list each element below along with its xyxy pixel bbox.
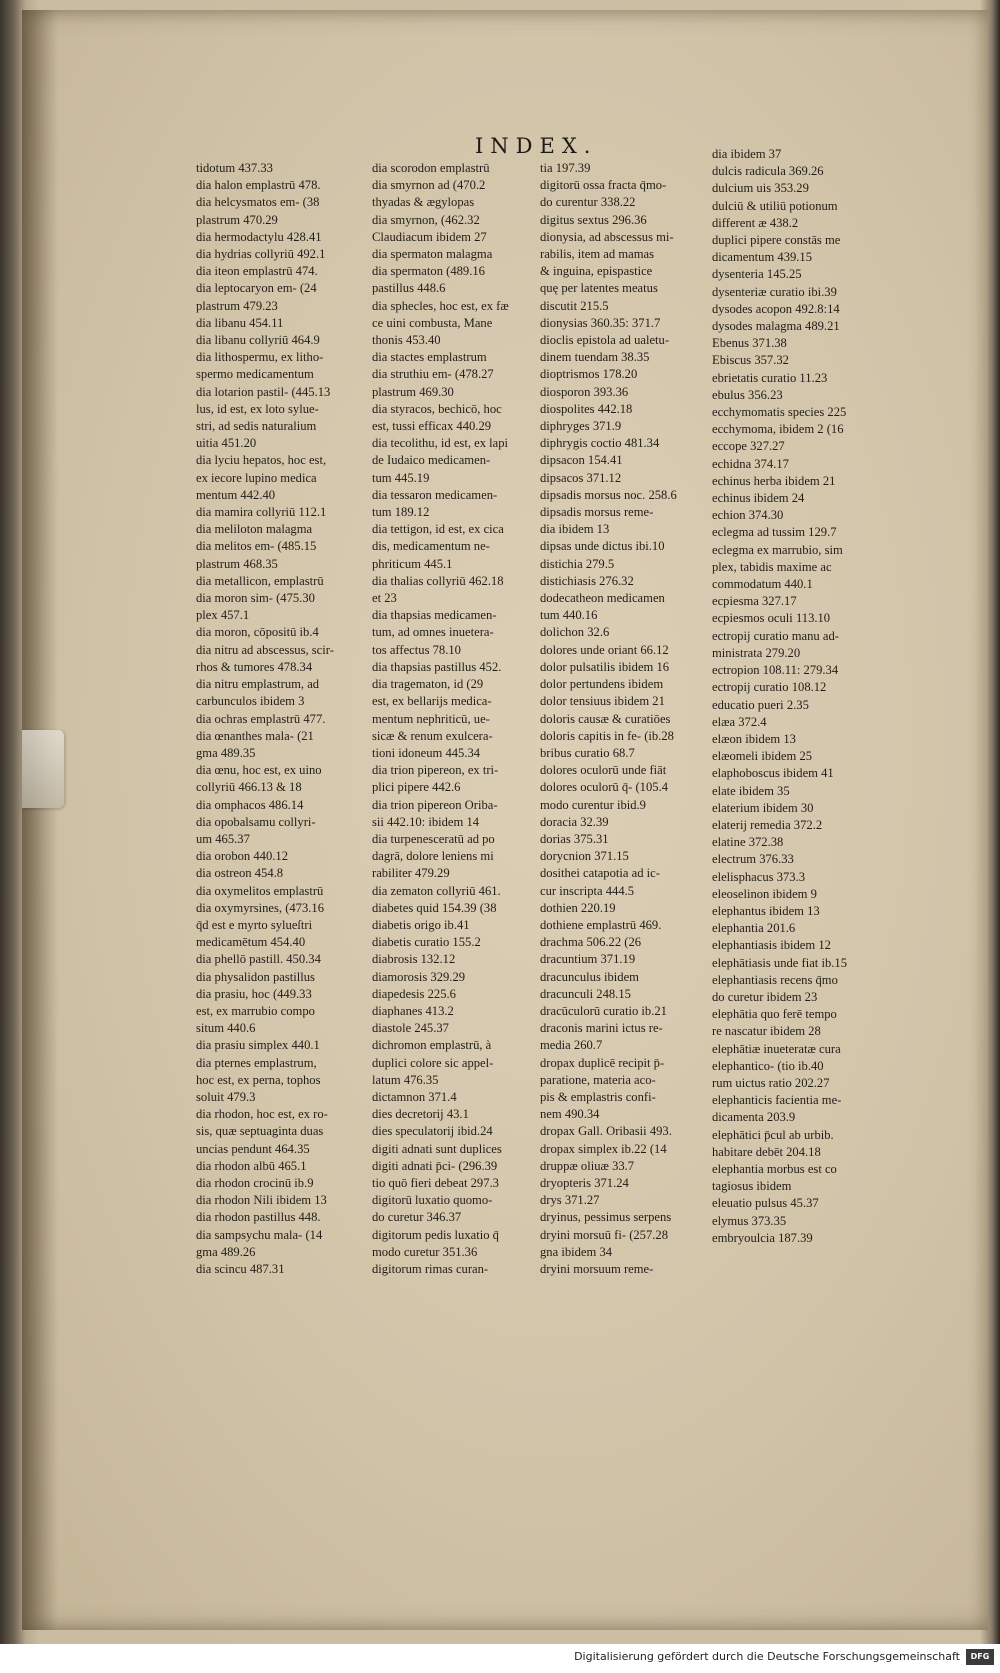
index-entry: dolor tensiuus ibidem 21	[540, 694, 665, 709]
index-entry: de Iudaico medicamen-	[372, 453, 491, 468]
index-entry: diastole 245.37	[372, 1021, 449, 1036]
index-entry: dia pternes emplastrum,	[196, 1055, 317, 1070]
index-entry: dictamnon 371.4	[372, 1089, 457, 1104]
page-title: INDEX.	[475, 134, 598, 158]
index-entry: cur inscripta 444.5	[540, 883, 635, 898]
index-entry: ectropion 108.11: 279.34	[712, 663, 839, 678]
index-entry: ex iecore lupino medica	[196, 470, 317, 485]
index-entry: dioclis epistola ad ualetu-	[540, 333, 670, 348]
index-entry: dia tettigon, id est, ex cica	[372, 522, 504, 537]
index-entry: diabetis origo ib.41	[372, 917, 470, 932]
index-entry: sis, quæ septuaginta duas	[196, 1124, 324, 1139]
index-entry: echion 374.30	[712, 508, 784, 523]
index-entry: est, ex marrubio compo	[196, 1003, 315, 1018]
index-entry: doloris capitis in fe- (ib.28	[540, 728, 674, 743]
index-entry: dia thalias collyriū 462.18	[372, 573, 504, 588]
index-entry: dichromon emplastrū, à	[372, 1038, 492, 1053]
index-entry: diabrosis 132.12	[372, 952, 456, 967]
index-entry: dia sphecles, hoc est, ex fæ	[372, 298, 509, 313]
index-entry: uncias pendunt 464.35	[196, 1141, 310, 1156]
index-entry: elephātiæ inueteratæ cura	[712, 1041, 841, 1056]
index-entry: diapedesis 225.6	[372, 986, 456, 1001]
index-entry: digiti adnati sunt duplices	[372, 1141, 502, 1156]
index-entry: dia opobalsamu collyri-	[196, 814, 316, 829]
index-entry: dropax simplex ib.22 (14	[540, 1141, 667, 1156]
index-entry: media 260.7	[540, 1038, 603, 1053]
index-entry: dia lotarion pastil- (445.13	[196, 384, 331, 399]
index-entry: re nascatur ibidem 28	[712, 1024, 821, 1039]
index-entry: medicamētum 454.40	[196, 935, 306, 950]
index-entry: dysenteria 145.25	[712, 267, 802, 282]
index-entry: tia 197.39	[540, 161, 591, 175]
index-entry: dipsas unde dictus ibi.10	[540, 539, 665, 554]
index-entry: dia thapsias pastillus 452.	[372, 659, 502, 674]
index-entry: eclegma ex marrubio, sim	[712, 542, 843, 557]
index-entry: dracūculorū curatio ib.21	[540, 1003, 667, 1018]
index-entry: nem 490.34	[540, 1107, 600, 1122]
index-entry: dia rhodon pastillus 448.	[196, 1210, 321, 1225]
index-entry: stri, ad sedis naturalium	[196, 419, 317, 434]
index-entry: elephantico- (tio ib.40	[712, 1058, 824, 1073]
index-entry: dis, medicamentum ne-	[372, 539, 490, 554]
index-entry: embryoulcia 187.39	[712, 1230, 813, 1245]
index-entry: dia libanu collyriū 464.9	[196, 333, 320, 348]
index-entry: collyriū 466.13 & 18	[196, 780, 302, 795]
index-entry: tum 440.16	[540, 608, 598, 623]
index-entry: dolores unde oriant 66.12	[540, 642, 669, 657]
index-entry: ecchymomatis species 225	[712, 405, 847, 420]
index-entry: modo curentur ibid.9	[540, 797, 646, 812]
index-entry: echinus herba ibidem 21	[712, 473, 836, 488]
index-entry: dorycnion 371.15	[540, 849, 629, 864]
index-entry: different æ 438.2	[712, 215, 799, 230]
index-entry: eclegma ad tussim 129.7	[712, 525, 837, 540]
index-entry: dia physalidon pastillus	[196, 969, 315, 984]
index-entry: elephanticis facientia me-	[712, 1093, 842, 1108]
index-entry: ecpiesmos oculi 113.10	[712, 611, 831, 626]
index-entry: ebulus 356.23	[712, 387, 783, 402]
index-entry: dia meliloton malagma	[196, 522, 313, 537]
dfg-logo-icon: DFG	[966, 1649, 994, 1665]
index-entry: dia lyciu hepatos, hoc est,	[196, 453, 327, 468]
index-entry: diospolites 442.18	[540, 401, 633, 416]
index-entry: dolor pertundens ibidem	[540, 677, 664, 692]
index-entry: eleuatio pulsus 45.37	[712, 1196, 819, 1211]
index-entry: dropax duplicē recipit p̄-	[540, 1055, 665, 1070]
index-entry: do curentur 338.22	[540, 195, 636, 210]
index-entry: bribus curatio 68.7	[540, 745, 635, 760]
index-entry: gma 489.35	[196, 745, 256, 760]
index-entry: diphryges 371.9	[540, 419, 622, 434]
index-entry: echidna 374.17	[712, 456, 789, 471]
index-entry: dulcis radicula 369.26	[712, 164, 824, 179]
index-entry: dia prasiu, hoc (449.33	[196, 986, 312, 1001]
index-entry: elephātia quo ferē tempo	[712, 1007, 837, 1022]
index-entry: habitare debēt 204.18	[712, 1144, 821, 1159]
index-entry: dia zematon collyriū 461.	[372, 883, 501, 898]
index-entry: tioni idoneum 445.34	[372, 745, 481, 760]
index-column-3	[540, 160, 712, 1278]
footer-bar	[0, 1644, 1000, 1673]
index-entry: elephantia morbus est co	[712, 1161, 837, 1176]
index-entry: drachma 506.22 (26	[540, 935, 642, 950]
index-entry: phriticum 445.1	[372, 556, 453, 571]
index-entry: dia ostreon 454.8	[196, 866, 284, 881]
index-entry: dryini morsuum reme-	[540, 1262, 654, 1276]
index-entry: duplici pipere constās me	[712, 233, 841, 248]
index-entry: doracia 32.39	[540, 814, 609, 829]
index-entry: rhos & tumores 478.34	[196, 659, 313, 674]
index-entry: mentum 442.40	[196, 487, 276, 502]
index-entry: digitorū luxatio quomo-	[372, 1193, 493, 1208]
index-entry: dia lithospermu, ex litho-	[196, 350, 324, 365]
index-entry: dia moron, cōpositū ib.4	[196, 625, 319, 640]
index-entry: dia œnanthes mala- (21	[196, 728, 314, 743]
index-entry: dies decretorij 43.1	[372, 1107, 469, 1122]
index-entry: dia phellō pastill. 450.34	[196, 952, 321, 967]
index-entry: dia metallicon, emplastrū	[196, 573, 324, 588]
index-entry: dia libanu 454.11	[196, 315, 284, 330]
index-entry: elephantia 201.6	[712, 921, 796, 936]
index-entry: dinem tuendam 38.35	[540, 350, 650, 365]
index-entry: dia styracos, bechicō, hoc	[372, 401, 502, 416]
index-entry: elephantiasis ibidem 12	[712, 938, 831, 953]
index-entry: dionysias 360.35: 371.7	[540, 315, 661, 330]
index-entry: elæa 372.4	[712, 714, 767, 729]
index-entry: dia tessaron medicamen-	[372, 487, 498, 502]
index-entry: dagrā, dolore leniens mi	[372, 849, 494, 864]
index-entry: diamorosis 329.29	[372, 969, 466, 984]
index-entry: dia oxymelitos emplastrū	[196, 883, 324, 898]
index-entry: dia spermaton (489.16	[372, 264, 485, 279]
index-entry: dia smyrnon, (462.32	[372, 212, 480, 227]
index-entry: distichiasis 276.32	[540, 573, 634, 588]
index-entry: ebrietatis curatio 11.23	[712, 370, 828, 385]
index-entry: dia smyrnon ad (470.2	[372, 178, 486, 193]
index-entry: dia halon emplastrū 478.	[196, 178, 321, 193]
index-entry: dia ibidem 13	[540, 522, 610, 537]
index-entry: sii 442.10: ibidem 14	[372, 814, 480, 829]
index-entry: dioptrismos 178.20	[540, 367, 638, 382]
index-entry: dia omphacos 486.14	[196, 797, 304, 812]
index-entry: situm 440.6	[196, 1021, 256, 1036]
index-entry: latum 476.35	[372, 1072, 439, 1087]
index-entry: dia tecolithu, id est, ex lapi	[372, 436, 509, 451]
index-entry: thyadas & ægylopas	[372, 195, 475, 210]
index-entry: dia nitru ad abscessus, scir-	[196, 642, 334, 657]
index-entry: elate ibidem 35	[712, 783, 790, 798]
index-entry: dolichon 32.6	[540, 625, 610, 640]
index-entry: elæon ibidem 13	[712, 731, 796, 746]
index-entry: plastrum 470.29	[196, 212, 278, 227]
index-entry: dies speculatorij ibid.24	[372, 1124, 493, 1139]
index-entry: digitorum pedis luxatio q̄	[372, 1227, 499, 1242]
index-entry: uitia 451.20	[196, 436, 257, 451]
index-entry: ectropij curatio 108.12	[712, 680, 827, 695]
index-entry: Ebiscus 357.32	[712, 353, 789, 368]
index-entry: paratione, materia aco-	[540, 1072, 656, 1087]
index-entry: dipsadis morsus reme-	[540, 505, 654, 520]
index-entry: dysodes malagma 489.21	[712, 319, 840, 334]
index-entry: dia trion pipereon Oriba-	[372, 797, 498, 812]
index-entry: dia rhodon albū 465.1	[196, 1158, 307, 1173]
index-entry: plastrum 479.23	[196, 298, 278, 313]
index-entry: dracuntium 371.19	[540, 952, 636, 967]
index-entry: dolores oculorū q̄- (105.4	[540, 780, 669, 795]
index-entry: dulcium uis 353.29	[712, 181, 809, 196]
index-entry: dothien 220.19	[540, 900, 616, 915]
index-entry: Ebenus 371.38	[712, 336, 787, 351]
index-entry: mentum nephriticū, ue-	[372, 711, 490, 726]
index-entry: ecchymoma, ibidem 2 (16	[712, 422, 844, 437]
index-entry: diaphanes 413.2	[372, 1003, 454, 1018]
index-entry: gna ibidem 34	[540, 1244, 613, 1259]
index-entry: dia spermaton malagma	[372, 247, 493, 262]
index-entry: tio quō fieri debeat 297.3	[372, 1175, 499, 1190]
index-entry: druppæ oliuæ 33.7	[540, 1158, 635, 1173]
index-entry: do curetur ibidem 23	[712, 989, 818, 1004]
index-entry: diphrygis coctio 481.34	[540, 436, 660, 451]
index-entry: dothiene emplastrū 469.	[540, 917, 662, 932]
index-entry: dia rhodon crocinū ib.9	[196, 1175, 314, 1190]
index-entry: dia moron sim- (475.30	[196, 591, 315, 606]
index-entry: quę per latentes meatus	[540, 281, 658, 296]
index-entry: digiti adnati p̄ci- (296.39	[372, 1158, 498, 1173]
index-entry: eccope 327.27	[712, 439, 785, 454]
index-entry: dia melitos em- (485.15	[196, 539, 317, 554]
index-entry: et 23	[372, 591, 397, 606]
index-entry: est, tussi efficax 440.29	[372, 419, 492, 434]
index-entry: ecpiesma 327.17	[712, 594, 797, 609]
index-entry: dia stactes emplastrum	[372, 350, 487, 365]
index-entry: dracunculus ibidem	[540, 969, 639, 984]
index-entry: est, ex bellarijs medica-	[372, 694, 492, 709]
index-entry: pastillus 448.6	[372, 281, 446, 296]
index-entry: dracunculi 248.15	[540, 986, 631, 1001]
index-entry: plastrum 469.30	[372, 384, 454, 399]
index-entry: dia scorodon emplastrū	[372, 161, 490, 175]
index-entry: sicæ & renum exulcera-	[372, 728, 493, 743]
index-entry: duplici colore sic appel-	[372, 1055, 494, 1070]
index-entry: electrum 376.33	[712, 852, 794, 867]
index-entry: dulciū & utiliū potionum	[712, 198, 838, 213]
index-entry: dicamenta 203.9	[712, 1110, 796, 1125]
index-entry: dolor pulsatilis ibidem 16	[540, 659, 670, 674]
index-entry: dia rhodon Nili ibidem 13	[196, 1193, 327, 1208]
index-entry: digitorum rimas curan-	[372, 1262, 489, 1276]
index-entry: elaterium ibidem 30	[712, 800, 814, 815]
index-entry: dryopteris 371.24	[540, 1175, 629, 1190]
index-entry: dia nitru emplastrum, ad	[196, 677, 320, 692]
index-entry: elelisphacus 373.3	[712, 869, 806, 884]
index-entry: dia ibidem 37	[712, 147, 782, 161]
index-entry: tum, ad omnes inueterа-	[372, 625, 494, 640]
index-entry: dicamentum 439.15	[712, 250, 813, 265]
index-entry: eleoselinon ibidem 9	[712, 886, 817, 901]
index-entry: echinus ibidem 24	[712, 491, 805, 506]
index-entry: dysenteriæ curatio ibi.39	[712, 284, 837, 299]
index-entry: diosporon 393.36	[540, 384, 629, 399]
index-entry: dionysia, ad abscessus mi-	[540, 229, 674, 244]
index-entry: elephantiasis recens q̄mo	[712, 972, 838, 987]
index-entry: spermo medicamentum	[196, 367, 314, 382]
index-entry: dia œnu, hoc est, ex uino	[196, 763, 322, 778]
index-entry: ce uini combusta, Mane	[372, 315, 493, 330]
index-entry: dodecatheon medicamen	[540, 591, 665, 606]
index-entry: dia turpenesceratū ad po	[372, 831, 495, 846]
index-entry: plastrum 468.35	[196, 556, 278, 571]
index-entry: dia thapsias medicamen-	[372, 608, 497, 623]
index-entry: tidotum 437.33	[196, 161, 273, 175]
index-entry: elæomeli ibidem 25	[712, 749, 813, 764]
index-entry: discutit 215.5	[540, 298, 609, 313]
index-entry: rum uictus ratio 202.27	[712, 1075, 830, 1090]
index-entry: ectropij curatio manu ad-	[712, 628, 839, 643]
index-entry: dropax Gall. Oribasii 493.	[540, 1124, 672, 1139]
index-entry: rabiliter 479.29	[372, 866, 450, 881]
index-entry: thonis 453.40	[372, 333, 441, 348]
index-entry: dia leptocaryon em- (24	[196, 281, 317, 296]
index-entry: Claudiacum ibidem 27	[372, 229, 487, 244]
index-entry: dia trion pipereon, ex tri-	[372, 763, 499, 778]
index-entry: dia oxymyrsines, (473.16	[196, 900, 325, 915]
index-entry: do curetur 346.37	[372, 1210, 462, 1225]
index-entry: elaphoboscus ibidem 41	[712, 766, 834, 781]
index-entry: rabilis, item ad mamas	[540, 247, 655, 262]
index-entry: draconis marini ictus re-	[540, 1021, 663, 1036]
index-entry: elymus 373.35	[712, 1213, 787, 1228]
index-entry: q̄d est e myrto sylueſtri	[196, 917, 313, 932]
index-entry: doloris causæ & curatiōes	[540, 711, 671, 726]
index-entry: lus, id est, ex loto syluе-	[196, 401, 319, 416]
index-entry: dia scincu 487.31	[196, 1262, 285, 1276]
index-entry: elephātici p̄cul ab urbib.	[712, 1127, 834, 1142]
index-entry: educatio pueri 2.35	[712, 697, 809, 712]
index-entry: dia struthiu em- (478.27	[372, 367, 494, 382]
index-entry: dia prasiu simplex 440.1	[196, 1038, 320, 1053]
index-entry: digitus sextus 296.36	[540, 212, 647, 227]
index-entry: elatine 372.38	[712, 835, 784, 850]
index-entry: um 465.37	[196, 831, 250, 846]
index-entry: pis & emplastris confi-	[540, 1089, 656, 1104]
index-entry: dia helcysmatos em- (38	[196, 195, 320, 210]
index-entry: plex, tabidis maxime ac	[712, 559, 832, 574]
index-entry: gma 489.26	[196, 1244, 256, 1259]
index-entry: dorias 375.31	[540, 831, 609, 846]
index-entry: distichia 279.5	[540, 556, 615, 571]
index-entry: modo curetur 351.36	[372, 1244, 478, 1259]
index-entry: diabetis curatio 155.2	[372, 935, 481, 950]
index-entry: elephantus ibidem 13	[712, 903, 820, 918]
index-entry: dia tragematon, id (29	[372, 677, 484, 692]
index-entry: dia iteon emplastrū 474.	[196, 264, 318, 279]
index-entry: dia hermodactylu 428.41	[196, 229, 322, 244]
index-entry: elephātiasis unde fiat ib.15	[712, 955, 847, 970]
index-entry: plici pipere 442.6	[372, 780, 461, 795]
index-entry: dia hydrias collyriū 492.1	[196, 247, 326, 262]
index-column-2	[372, 160, 544, 1278]
index-entry: drys 371.27	[540, 1193, 600, 1208]
index-entry: dosithei catapotia ad ic-	[540, 866, 660, 881]
index-entry: dia mamira collyriū 112.1	[196, 505, 327, 520]
index-entry: dryinus, pessimus serpens	[540, 1210, 672, 1225]
index-entry: dipsadis morsus noc. 258.6	[540, 487, 677, 502]
index-entry: plex 457.1	[196, 608, 250, 623]
index-entry: tum 445.19	[372, 470, 430, 485]
index-entry: tagiosus ibidem	[712, 1179, 792, 1194]
index-entry: dipsacon 154.41	[540, 453, 623, 468]
index-entry: dia ochras emplastrū 477.	[196, 711, 326, 726]
page-clip	[22, 730, 64, 808]
index-entry: soluit 479.3	[196, 1089, 256, 1104]
index-entry: tos affectus 78.10	[372, 642, 461, 657]
index-entry: dipsacos 371.12	[540, 470, 622, 485]
index-entry: dia sampsychu mala- (14	[196, 1227, 323, 1242]
footer-credit: Digitalisierung gefördert durch die Deutsche Forschungsgemeinschaft	[574, 1650, 960, 1663]
index-entry: elaterij remedia 372.2	[712, 817, 823, 832]
index-entry: commodatum 440.1	[712, 577, 813, 592]
index-entry: dia orobon 440.12	[196, 849, 288, 864]
index-column-1	[196, 160, 374, 1278]
index-entry: & inguina, epispastice	[540, 264, 653, 279]
index-entry: ministrata 279.20	[712, 645, 801, 660]
index-entry: dysodes acopon 492.8:14	[712, 301, 840, 316]
index-entry: diabetes quid 154.39 (38	[372, 900, 497, 915]
index-entry: dia rhodon, hoc est, ex ro-	[196, 1107, 328, 1122]
index-entry: tum 189.12	[372, 505, 430, 520]
index-entry: digitorū ossa fracta q̄mo-	[540, 178, 667, 193]
index-entry: dryini morsuū fi- (257.28	[540, 1227, 669, 1242]
index-entry: dolores oculorū unde fiāt	[540, 763, 667, 778]
index-column-4	[712, 146, 880, 1247]
index-entry: hoc est, ex perna, tophos	[196, 1072, 321, 1087]
index-entry: carbunculos ibidem 3	[196, 694, 305, 709]
